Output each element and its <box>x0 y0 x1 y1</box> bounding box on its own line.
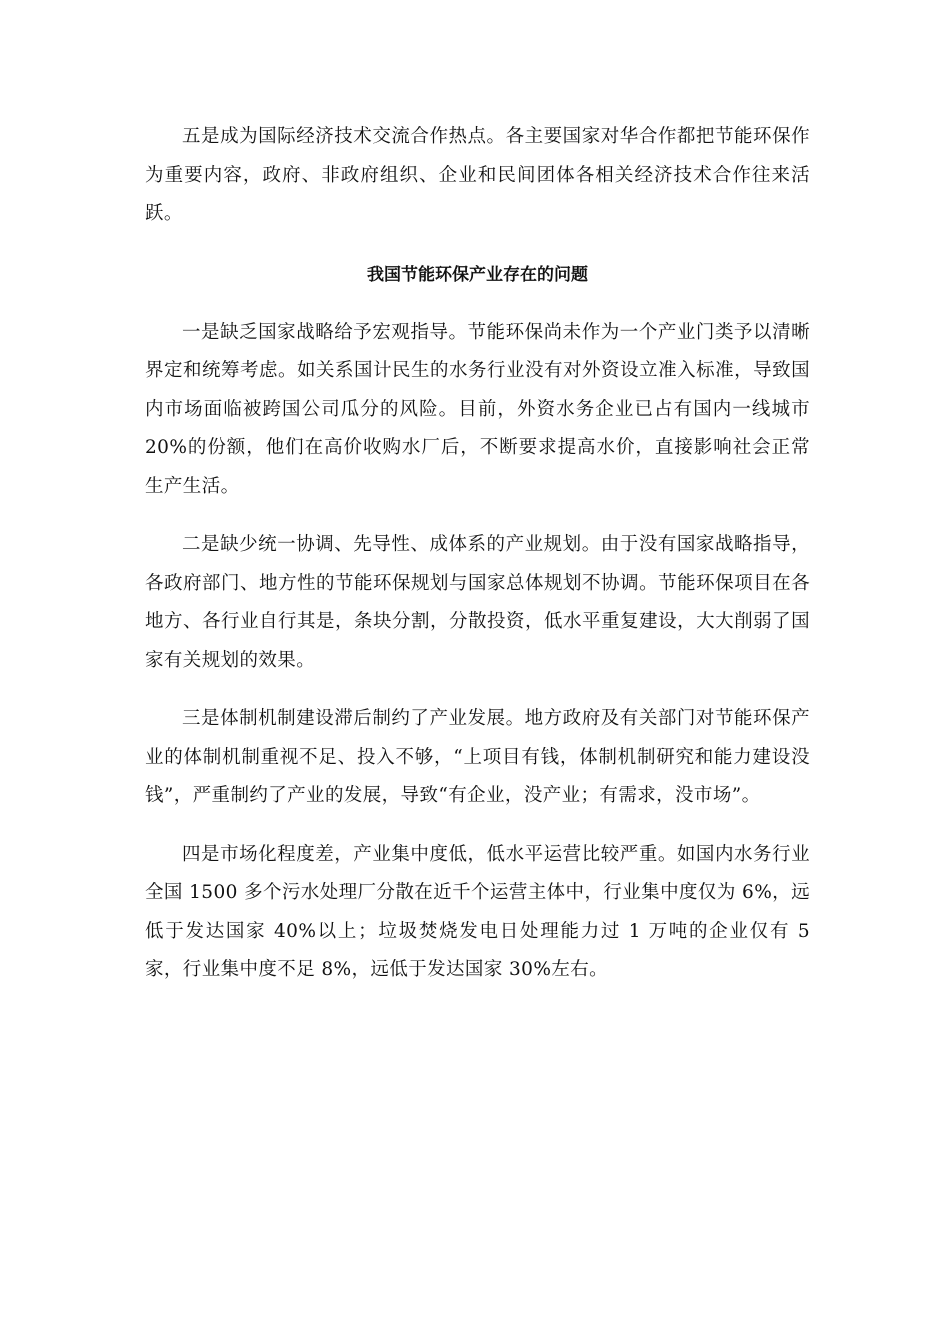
paragraph-1: 一是缺乏国家战略给予宏观指导。节能环保尚未作为一个产业门类予以清晰界定和统筹考虑。如关系国计民生的水务行业没有对外资设立准入标准，导致国内市场面临被跨国公司瓜分的风险。目前，外资水务企业已占有国内一线城市 20%的份额，他们在高价收购水厂后，不断要求提高水价，直接影响社会正常生产生活。 <box>145 321 810 497</box>
section-heading: 我国节能环保产业存在的问题 <box>367 264 588 285</box>
paragraph-2: 二是缺少统一协调、先导性、成体系的产业规划。由于没有国家战略指导，各政府部门、地方性的节能环保规划与国家总体规划不协调。节能环保项目在各地方、各行业自行其是，条块分割，分散投资，低水平重复建设，大大削弱了国家有关规划的效果。 <box>145 534 810 671</box>
intro-paragraph: 五是成为国际经济技术交流合作热点。各主要国家对华合作都把节能环保作为重要内容，政府、非政府组织、企业和民间团体各相关经济技术合作往来活跃。 <box>145 126 810 224</box>
paragraph-4: 四是市场化程度差，产业集中度低，低水平运营比较严重。如国内水务行业全国 1500 多个污水处理厂分散在近千个运营主体中，行业集中度仅为 6%，远低于发达国家 40%以上；垃圾焚烧发电日处理能力过 1 万吨的企业仅有 5 家，行业集中度不足 8%，远低于发达国家 30%左右。 <box>145 843 810 980</box>
document-body <box>145 118 810 990</box>
paragraph-3: 三是体制机制建设滞后制约了产业发展。地方政府及有关部门对节能环保产业的体制机制重视不足、投入不够，“上项目有钱，体制机制研究和能力建设没钱”，严重制约了产业的发展，导致“有企业，没产业；有需求，没市场”。 <box>145 708 810 806</box>
